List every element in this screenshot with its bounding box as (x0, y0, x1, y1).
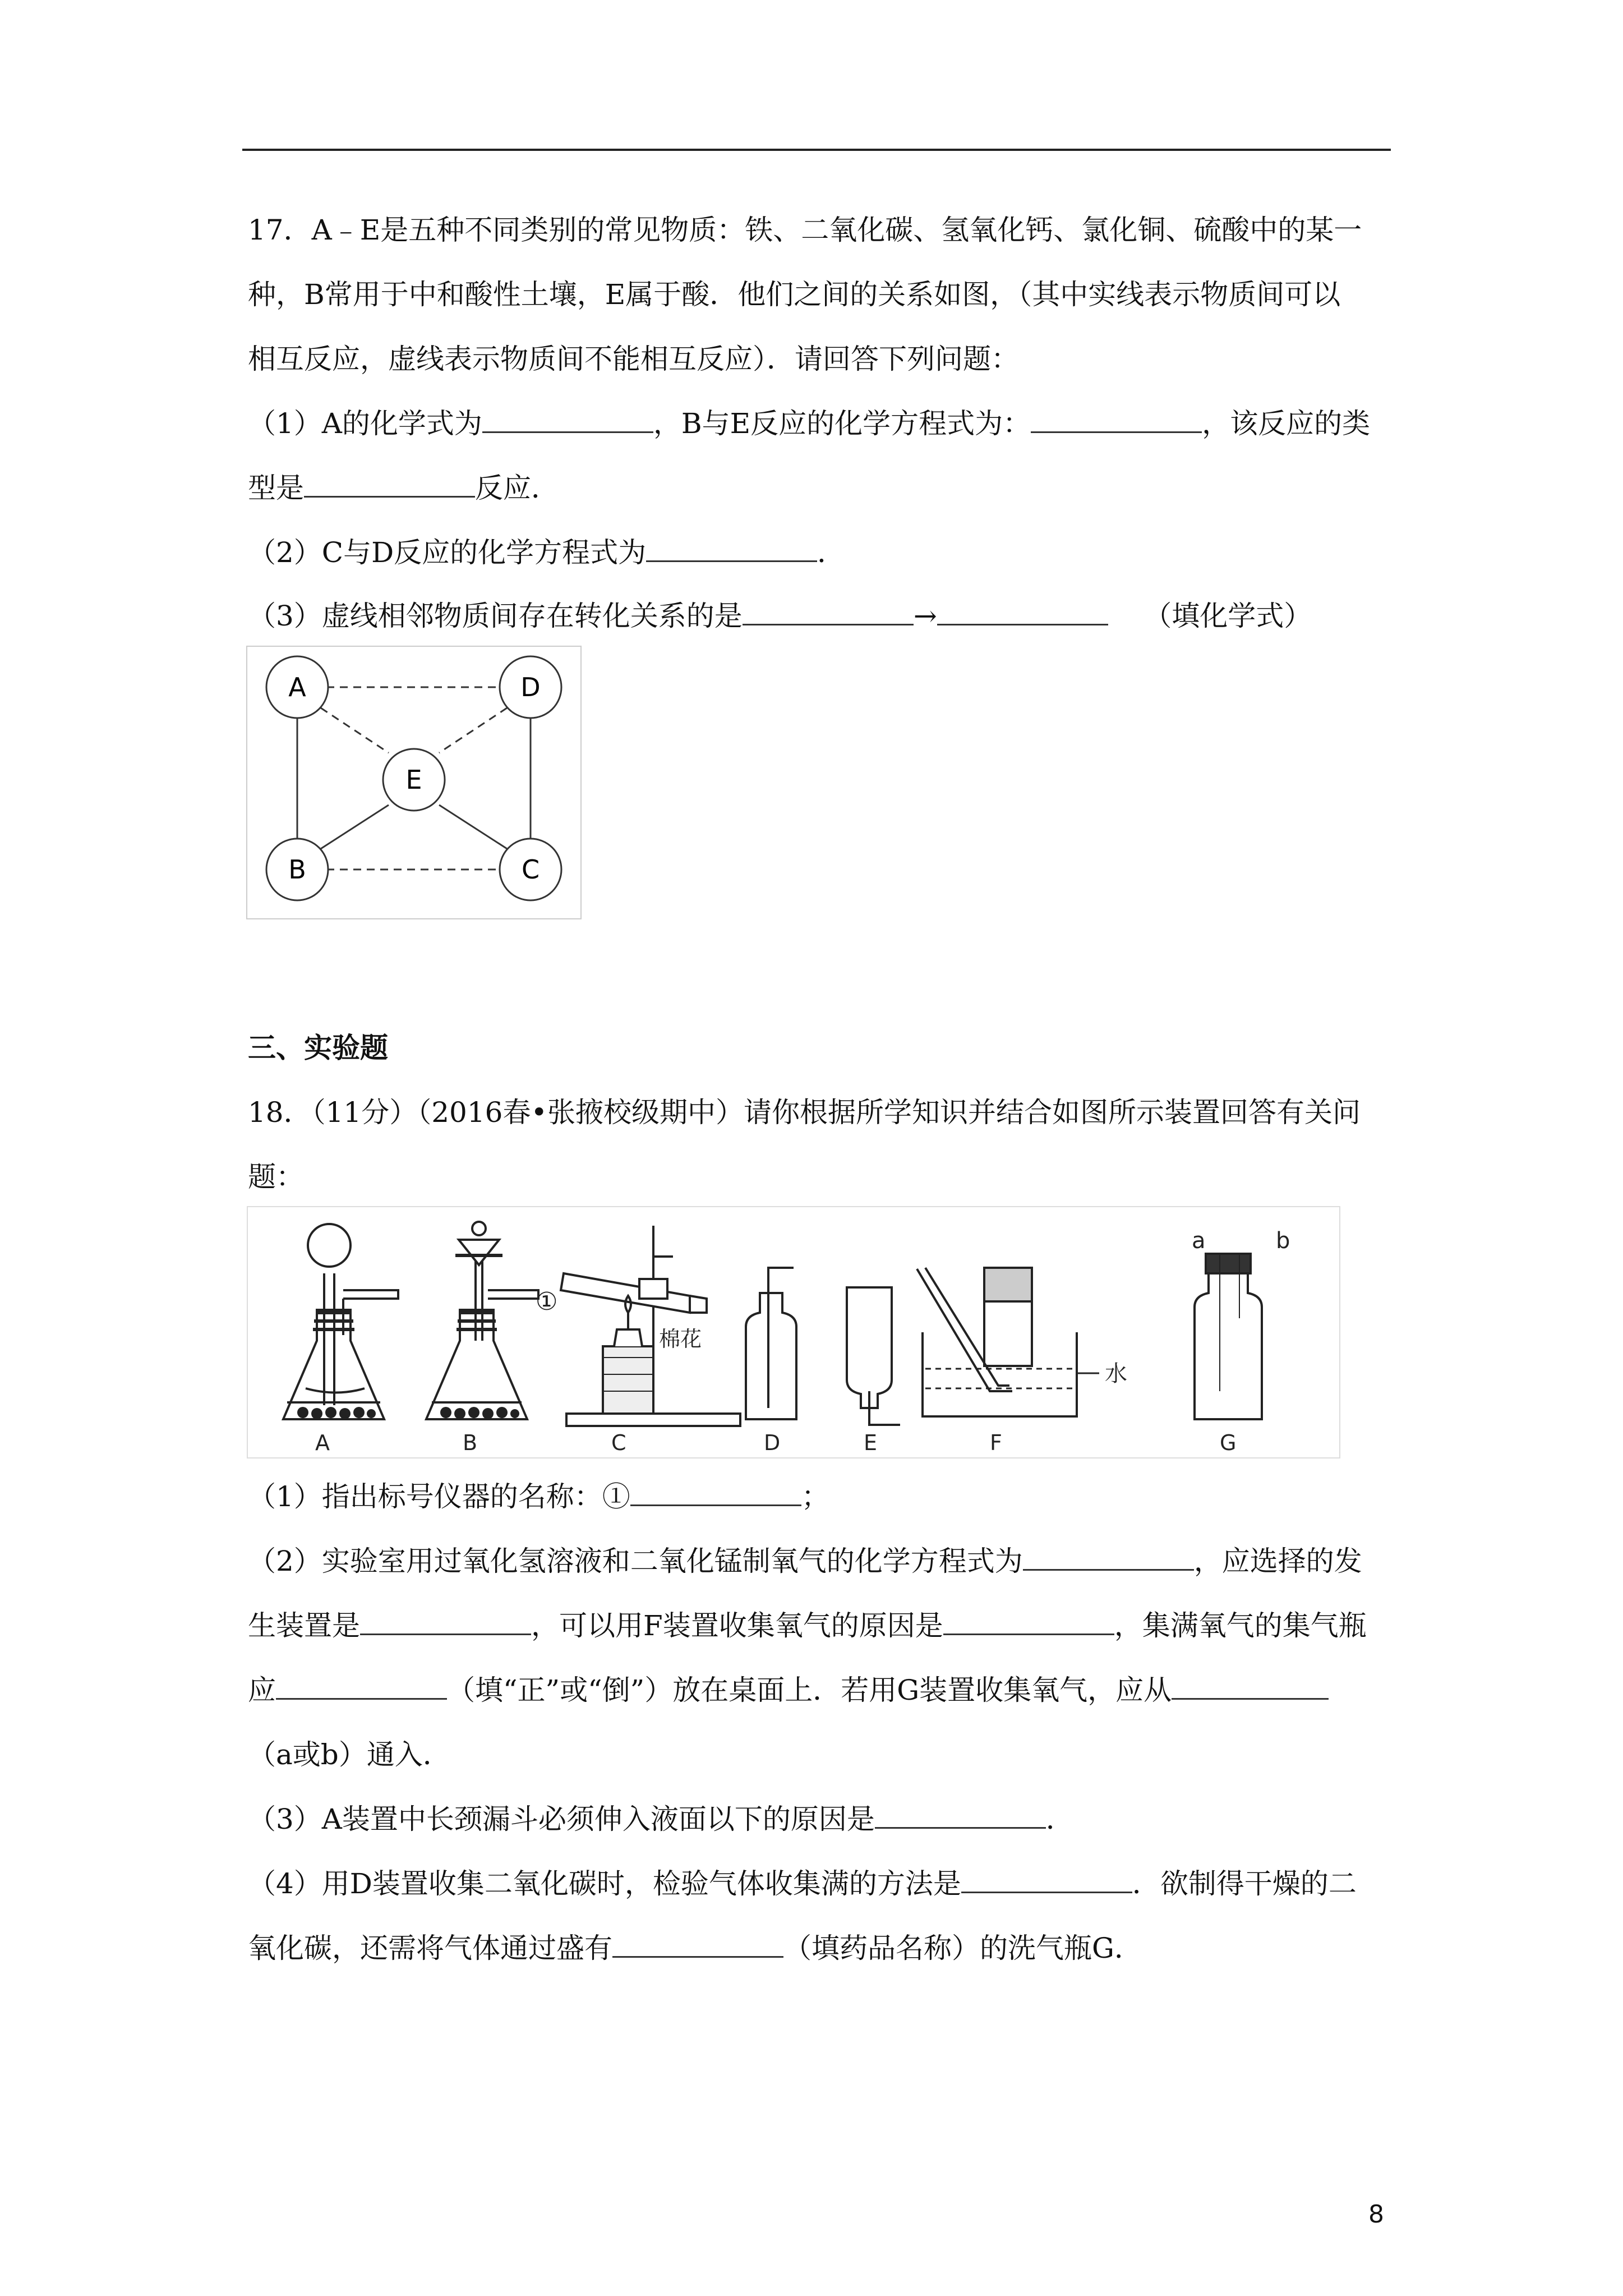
q18-p4-text-b: ．欲制得干燥的二 (1132, 1867, 1357, 1900)
q18-stem-line-1: 18．（11分）（2016春•张掖校级期中）请你根据所学知识并结合如图所示装置回答有关问 (248, 1096, 1361, 1129)
node-b-label: B (288, 854, 306, 885)
q17-p1-text-d: 型是 (248, 472, 304, 504)
q18-p2-text-g: （填“正”或“倒”）放在桌面上．若用G装置收集氧气，应从 (447, 1674, 1172, 1706)
node-d-label: D (520, 672, 541, 702)
q18-part2-line-2 (248, 1609, 1367, 1642)
q17-stem-line-3: 相互反应，虚线表示物质间不能相互反应）．请回答下列问题： (248, 343, 1019, 375)
apparatus-figure (247, 1206, 1340, 1458)
label-f: F (990, 1430, 1002, 1455)
answer-blank[interactable] (276, 1673, 447, 1700)
q17-p2-text-a: （2）C与D反应的化学方程式为 (248, 536, 647, 569)
q18-part1 (248, 1480, 829, 1513)
apparatus-g (1195, 1254, 1262, 1419)
cotton-label: 棉花 (659, 1327, 702, 1351)
edge-d-e-dashed (439, 708, 507, 753)
label-g: G (1220, 1430, 1237, 1455)
q17-p1-text-a: （1）A的化学式为 (248, 407, 482, 440)
q18-part2-line-3 (248, 1673, 1329, 1707)
q17-p1-text-e: 反应． (475, 472, 559, 504)
header-rule (242, 149, 1391, 151)
port-b-label: b (1276, 1228, 1290, 1254)
water-label: 水 (1105, 1361, 1127, 1387)
q18-p2-text-c: 生装置是 (248, 1609, 360, 1642)
page-number: 8 (1368, 2200, 1384, 2229)
label-a: A (315, 1430, 330, 1455)
label-b: B (463, 1430, 478, 1455)
q18-p1-text-b: ； (801, 1480, 829, 1513)
q18-part4-line-2 (248, 1931, 1142, 1965)
q17-p2-text-b: ． (817, 536, 846, 569)
q17-part1-line-1 (248, 407, 1370, 440)
label-c: C (611, 1430, 626, 1455)
q18-p2-text-f: 应 (248, 1674, 276, 1706)
mark-circled-1: ① (536, 1287, 558, 1316)
section-title: 三、实验题 (248, 1032, 388, 1064)
q18-p2-text-a: （2）实验室用过氧化氢溶液和二氧化锰制氧气的化学方程式为 (248, 1545, 1023, 1577)
q17-stem-line-1: 17．A﹣E是五种不同类别的常见物质：铁、二氧化碳、氢氧化钙、氯化铜、硫酸中的某一 (248, 214, 1362, 246)
q18-p4-text-c: 氧化碳，还需将气体通过盛有 (248, 1932, 612, 1964)
apparatus-d (746, 1268, 796, 1419)
edge-b-e-solid (321, 805, 389, 849)
answer-blank[interactable] (482, 407, 653, 433)
apparatus-e (847, 1287, 900, 1425)
q18-stem-line-2: 题： (248, 1161, 304, 1193)
q18-p4-text-a: （4）用D装置收集二氧化碳时，检验气体收集满的方法是 (248, 1867, 961, 1900)
node-a-label: A (288, 672, 306, 702)
q18-p2-text-d: ，可以用F装置收集氧气的原因是 (531, 1609, 943, 1642)
q18-part2-line-1 (248, 1544, 1362, 1578)
port-a-label: a (1192, 1228, 1206, 1254)
q17-part1-line-2 (248, 471, 559, 505)
edge-a-e-dashed (321, 708, 389, 753)
arrow-icon: → (913, 600, 937, 632)
q18-part3 (248, 1802, 1074, 1836)
q18-p4-text-d: （填药品名称）的洗气瓶G． (783, 1932, 1142, 1964)
answer-blank[interactable] (304, 471, 475, 498)
answer-blank[interactable] (937, 599, 1108, 625)
answer-blank[interactable] (612, 1931, 783, 1958)
answer-blank[interactable] (360, 1609, 531, 1635)
q17-p1-text-b: ，B与E反应的化学方程式为： (653, 407, 1031, 440)
q18-p1-text-a: （1）指出标号仪器的名称：① (248, 1480, 630, 1513)
q17-p3-text-b: （填化学式） (1144, 600, 1312, 632)
answer-blank[interactable] (943, 1609, 1114, 1635)
answer-blank[interactable] (646, 536, 817, 562)
q18-p3-text-b: ． (1045, 1803, 1074, 1835)
label-d: D (764, 1430, 781, 1455)
q18-p3-text-a: （3）A装置中长颈漏斗必须伸入液面以下的原因是 (248, 1803, 875, 1835)
node-e-label: E (405, 765, 422, 795)
q17-part2 (248, 536, 845, 569)
answer-blank[interactable] (630, 1480, 801, 1506)
apparatus-b (426, 1222, 538, 1419)
answer-blank[interactable] (743, 599, 914, 625)
apparatus-a (283, 1224, 398, 1419)
relation-diagram (246, 645, 582, 920)
answer-blank[interactable] (875, 1802, 1046, 1829)
answer-blank[interactable] (1172, 1673, 1329, 1700)
q17-part3 (248, 599, 1312, 633)
apparatus-f (917, 1268, 1099, 1416)
q17-p1-text-c: ，该反应的类 (1202, 407, 1371, 440)
label-e: E (864, 1430, 878, 1455)
answer-blank[interactable] (1031, 407, 1202, 433)
q18-p2-text-b: ，应选择的发 (1193, 1545, 1362, 1577)
edge-c-e-solid (439, 805, 507, 849)
node-c-label: C (521, 854, 540, 885)
q18-p2-text-e: ，集满氧气的集气瓶 (1114, 1609, 1367, 1642)
q18-part2-line-4: （a或b）通入． (248, 1738, 451, 1771)
q17-p3-text-a: （3）虚线相邻物质间存在转化关系的是 (248, 600, 743, 632)
answer-blank[interactable] (961, 1867, 1132, 1893)
q17-stem-line-2: 种，B常用于中和酸性土壤，E属于酸．他们之间的关系如图，（其中实线表示物质间可以 (248, 278, 1341, 311)
answer-blank[interactable] (1023, 1544, 1194, 1571)
apparatus-c (561, 1226, 740, 1426)
q18-part4-line-1 (248, 1867, 1357, 1901)
